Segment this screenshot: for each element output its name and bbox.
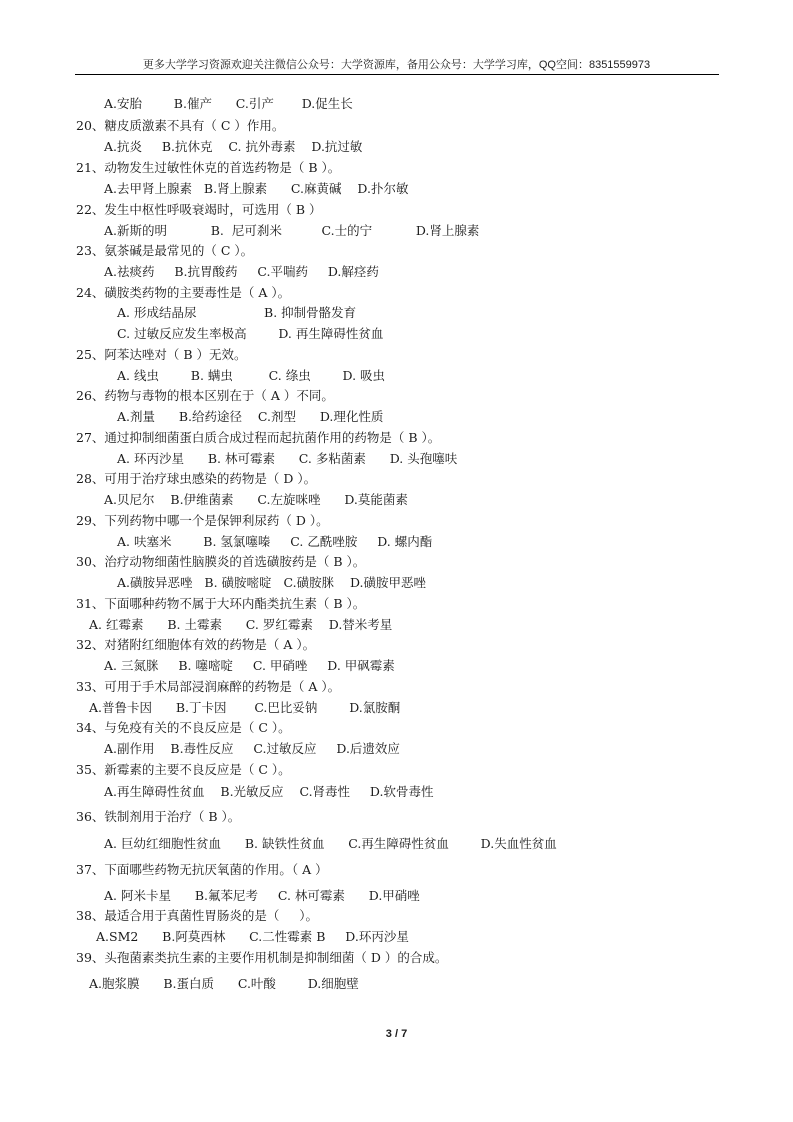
option-line: A.去甲肾上腺素 B.肾上腺素 C.麻黄碱 D.扑尔敏 (104, 181, 409, 196)
option-line: A.剂量 B.给药途径 C.剂型 D.理化性质 (117, 409, 384, 424)
question-line: 25、阿苯达唑对（ B ）无效。 (76, 347, 247, 362)
question-line: 28、可用于治疗球虫感染的药物是（ D ）。 (76, 471, 317, 486)
option-line: A. 环丙沙星 B. 林可霉素 C. 多粘菌素 D. 头孢噻呋 (117, 451, 458, 466)
question-line: 27、通过抑制细菌蛋白质合成过程而起抗菌作用的药物是（ B ）。 (76, 430, 441, 445)
option-line: A.副作用 B.毒性反应 C.过敏反应 D.后遗效应 (104, 741, 400, 756)
option-line: A.新斯的明 B. 尼可刹米 C.士的宁 D.肾上腺素 (104, 223, 480, 238)
option-line: A. 呋塞米 B. 氢氯噻嗪 C. 乙酰唑胺 D. 螺内酯 (117, 534, 433, 549)
option-line: A. 阿米卡星 B.氟苯尼考 C. 林可霉素 D.甲硝唑 (104, 888, 420, 903)
option-line: A. 红霉素 B. 土霉素 C. 罗红霉素 D.替米考星 (89, 617, 393, 632)
question-line: 23、氨茶碱是最常见的（ C ）。 (76, 243, 254, 258)
option-line: A.祛痰药 B.抗胃酸药 C.平喘药 D.解痉药 (104, 264, 379, 279)
question-line: 36、铁制剂用于治疗（ B ）。 (76, 809, 241, 824)
question-line: 37、下面哪些药物无抗厌氧菌的作用。（ A ） (76, 862, 328, 877)
option-line: A. 形成结晶尿 B. 抑制骨骼发育 (117, 305, 357, 320)
question-line: 35、新霉素的主要不良反应是（ C ）。 (76, 762, 291, 777)
question-line: 32、对猪附红细胞体有效的药物是（ A ）。 (76, 637, 316, 652)
question-line: 24、磺胺类药物的主要毒性是（ A ）。 (76, 285, 291, 300)
question-line: 39、头孢菌素类抗生素的主要作用机制是抑制细菌（ D ）的合成。 (76, 950, 448, 965)
option-line: C. 过敏反应发生率极高 D. 再生障碍性贫血 (117, 326, 384, 341)
option-line: A. 线虫 B. 螨虫 C. 绦虫 D. 吸虫 (117, 368, 386, 383)
option-line: A.磺胺异恶唑 B. 磺胺嘧啶 C.磺胺脒 D.磺胺甲恶唑 (117, 575, 427, 590)
option-line: A.SM2 B.阿莫西林 C.二性霉素 B D.环丙沙星 (96, 929, 409, 944)
question-line: 21、动物发生过敏性休克的首选药物是（ B ）。 (76, 160, 341, 175)
question-line: 20、糖皮质激素不具有（ C ）作用。 (76, 118, 285, 133)
question-line: 33、可用于手术局部浸润麻醉的药物是（ A ）。 (76, 679, 341, 694)
page-number: 3 / 7 (385, 1028, 408, 1040)
option-line: A.再生障碍性贫血 B.光敏反应 C.肾毒性 D.软骨毒性 (104, 784, 434, 799)
page-header: 更多大学学习资源欢迎关注微信公众号：大学资源库，备用公众号：大学学习库，QQ空间：8351559973 (142, 59, 651, 71)
question-line: 22、发生中枢性呼吸衰竭时，可选用（ B ） (76, 202, 322, 217)
option-line: A.安胎 B.催产 C.引产 D.促生长 (104, 96, 353, 111)
option-line: A. 巨幼红细胞性贫血 B. 缺铁性贫血 C.再生障碍性贫血 D.失血性贫血 (104, 836, 557, 851)
option-line: A.贝尼尔 B.伊维菌素 C.左旋咪唑 D.莫能菌素 (104, 492, 408, 507)
question-line: 26、药物与毒物的根本区别在于（ A ）不同。 (76, 388, 334, 403)
question-line: 38、最适合用于真菌性胃肠炎的是（ ）。 (76, 908, 319, 923)
question-line: 34、与免疫有关的不良反应是（ C ）。 (76, 720, 291, 735)
option-line: A.普鲁卡因 B.丁卡因 C.巴比妥钠 D.氯胺酮 (89, 700, 401, 715)
question-line: 30、治疗动物细菌性脑膜炎的首选磺胺药是（ B ）。 (76, 554, 366, 569)
option-line: A.胞浆膜 B.蛋白质 C.叶酸 D.细胞壁 (89, 976, 359, 991)
question-line: 31、下面哪种药物不属于大环内酯类抗生素（ B ）。 (76, 596, 366, 611)
option-line: A.抗炎 B.抗休克 C. 抗外毒素 D.抗过敏 (104, 139, 363, 154)
header-divider (75, 74, 719, 75)
question-line: 29、下列药物中哪一个是保钾利尿药（ D ）。 (76, 513, 329, 528)
option-line: A. 三氮脒 B. 噻嘧啶 C. 甲硝唑 D. 甲砜霉素 (104, 658, 395, 673)
